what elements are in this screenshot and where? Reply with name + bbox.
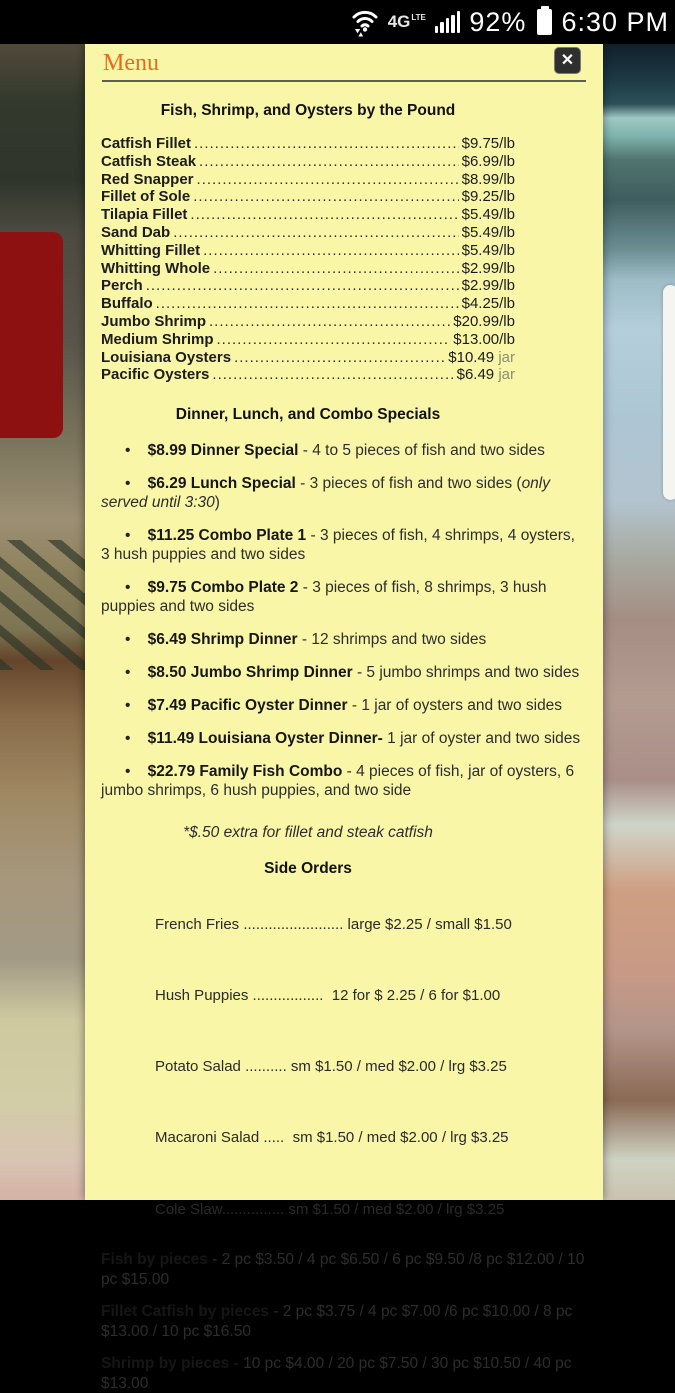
- dot-leader: [190, 206, 458, 224]
- price-row: [101, 260, 515, 278]
- item-name: Red Snapper: [101, 170, 194, 188]
- item-price: $5.49/lb: [461, 223, 515, 241]
- special-price-name: $11.25 Combo Plate 1: [147, 527, 307, 545]
- item-price: $4.25/lb: [461, 295, 515, 313]
- item-name: Pacific Oysters: [101, 366, 210, 384]
- item-price: $9.25/lb: [461, 188, 515, 206]
- clock: 6:30 PM: [561, 7, 669, 37]
- special-price-name: $6.49 Shrimp Dinner: [147, 631, 298, 649]
- menu-content: [85, 102, 603, 1393]
- item-price: $13.00/lb: [453, 330, 515, 348]
- special-list-item: [101, 630, 587, 649]
- special-description: - 1 jar of oysters and two sides: [347, 697, 563, 715]
- price-row: [101, 242, 515, 260]
- item-name: Catfish Fillet: [101, 135, 192, 152]
- pound-price-list: [101, 135, 515, 384]
- special-description: 1 jar of oyster and two sides: [382, 730, 581, 748]
- dot-leader: [193, 188, 458, 206]
- side-orders-list: [155, 880, 587, 1236]
- special-price-name: $9.75 Combo Plate 2: [147, 579, 299, 597]
- special-price-name: $7.49 Pacific Oyster Dinner: [147, 697, 348, 715]
- dot-leader: [194, 135, 459, 153]
- item-price: $8.99/lb: [461, 170, 515, 188]
- price-row: [101, 135, 515, 153]
- item-name: Buffalo: [101, 295, 153, 313]
- item-price: $20.99/lb: [453, 312, 515, 330]
- price-row: [101, 295, 515, 313]
- dot-leader: [173, 224, 458, 242]
- by-pieces-name: Fish by pieces: [101, 1251, 208, 1269]
- by-pieces-list: [101, 1250, 587, 1393]
- by-pieces-item: [101, 1354, 587, 1393]
- special-description: - 3 pieces of fish and two sides (: [295, 475, 522, 493]
- special-description: - 5 jumbo shrimps and two sides: [352, 664, 580, 682]
- section-title-specials: Dinner, Lunch, and Combo Specials: [175, 406, 441, 424]
- by-pieces-name: Shrimp by pieces -: [101, 1355, 239, 1373]
- special-list-item: [101, 526, 587, 564]
- by-pieces-name: Fillet Catfish by pieces: [101, 1303, 269, 1321]
- dot-leader: [213, 260, 458, 278]
- item-price: $5.49/lb: [461, 241, 515, 259]
- special-list-item: [101, 663, 587, 682]
- special-description: - 3 pieces of fish, 4 shrimps, 4 oysters, 3 hush puppies and two sides: [101, 527, 575, 564]
- item-name: Whitting Fillet: [101, 241, 201, 259]
- left-red-banner: [0, 232, 63, 438]
- lte-label: LTE: [411, 13, 426, 23]
- item-name: Tilapia Fillet: [101, 206, 188, 224]
- by-pieces-item: [101, 1250, 587, 1289]
- dot-leader: [197, 171, 459, 189]
- dot-leader: [146, 277, 459, 295]
- item-name: Sand Dab: [101, 223, 171, 241]
- close-button[interactable]: ✕: [554, 47, 581, 74]
- item-price: $2.99/lb: [461, 259, 515, 277]
- special-price-name: $22.79 Family Fish Combo: [147, 763, 343, 781]
- price-row: [101, 331, 515, 349]
- item-price-unit: jar: [494, 348, 515, 366]
- side-order-line: French Fries ........................ large $2.25 / small $1.50: [155, 915, 512, 933]
- by-pieces-prices: - 2 pc $3.75 / 4 pc $7.00 /6 pc $10.00 / 8 pc $13.00 / 10 pc $16.50: [101, 1303, 573, 1340]
- price-row: [101, 153, 515, 171]
- dot-leader: [199, 153, 459, 171]
- side-order-line: Potato Salad .......... sm $1.50 / med $2.00 / lrg $3.25: [155, 1058, 507, 1076]
- catfish-footnote: *$.50 extra for fillet and steak catfish: [183, 824, 433, 842]
- page-scrollbar-thumb[interactable]: [663, 285, 675, 500]
- by-pieces-prices: - 2 pc $3.50 / 4 pc $6.50 / 6 pc $9.50 /8 pc $12.00 / 10 pc $15.00: [101, 1251, 585, 1288]
- dot-leader: [217, 331, 451, 349]
- section-title-by-the-pound: Fish, Shrimp, and Oysters by the Pound: [160, 102, 456, 119]
- item-price: $10.49: [448, 348, 495, 366]
- special-list-item: [101, 729, 587, 748]
- item-price: $6.99/lb: [461, 152, 515, 170]
- special-list-item: [101, 578, 587, 616]
- item-name: Louisiana Oysters: [101, 348, 232, 366]
- price-row: [101, 188, 515, 206]
- specials-list: [101, 441, 587, 800]
- special-description-italic: only served until 3:30: [101, 475, 550, 512]
- modal-title: Menu: [103, 50, 159, 76]
- special-price-name: $11.49 Louisiana Oyster Dinner-: [147, 730, 383, 748]
- dot-leader: [203, 242, 458, 260]
- item-price: $6.49: [456, 366, 495, 384]
- dot-leader: [234, 349, 445, 367]
- modal-header: [85, 44, 603, 80]
- special-list-item: [101, 762, 587, 800]
- header-divider: [102, 80, 586, 82]
- price-row: [101, 206, 515, 224]
- section-title-side-orders: Side Orders: [264, 860, 352, 878]
- item-price: $9.75/lb: [461, 135, 515, 152]
- item-price: $2.99/lb: [461, 277, 515, 295]
- item-name: Whitting Whole: [101, 259, 211, 277]
- special-price-name: $8.50 Jumbo Shrimp Dinner: [147, 664, 353, 682]
- item-name: Jumbo Shrimp: [101, 312, 207, 330]
- battery-icon: [537, 9, 552, 35]
- special-list-item: [101, 696, 587, 715]
- item-name: Fillet of Sole: [101, 188, 191, 206]
- item-name: Perch: [101, 277, 143, 295]
- special-price-name: $6.29 Lunch Special: [147, 475, 296, 493]
- special-description: - 4 pieces of fish, jar of oysters, 6 jumbo shrimps, 6 hush puppies, and two side: [101, 763, 575, 800]
- special-description: - 12 shrimps and two sides: [297, 631, 487, 649]
- price-row: [101, 313, 515, 331]
- menu-modal: [85, 44, 603, 1392]
- item-name: Medium Shrimp: [101, 330, 214, 348]
- network-badge: $4G^{LTE}$: [387, 12, 426, 31]
- dot-leader: [156, 295, 459, 313]
- wifi-icon: [351, 7, 379, 37]
- special-list-item: [101, 441, 587, 460]
- special-description: - 4 to 5 pieces of fish and two sides: [298, 442, 545, 460]
- special-price-name: $8.99 Dinner Special: [147, 442, 299, 460]
- side-order-line: Hush Puppies ................. 12 for $ 2.25 / 6 for $1.00: [155, 986, 501, 1004]
- dot-leader: [212, 366, 453, 384]
- special-list-item: [101, 474, 587, 512]
- price-row: [101, 171, 515, 189]
- price-row: [101, 349, 515, 367]
- price-row: [101, 366, 515, 384]
- signal-strength-icon: [435, 11, 461, 33]
- special-description: - 3 pieces of fish, 8 shrimps, 3 hush puppies and two sides: [101, 579, 547, 616]
- status-bar: [0, 0, 675, 44]
- side-order-line: Macaroni Salad ..... sm $1.50 / med $2.00 / lrg $3.25: [155, 1129, 509, 1147]
- dot-leader: [209, 313, 450, 331]
- price-row: [101, 224, 515, 242]
- price-row: [101, 277, 515, 295]
- item-name: Catfish Steak: [101, 152, 197, 170]
- background-photo-texture: [0, 540, 85, 670]
- side-order-line: Cole Slaw............... sm $1.50 / med $2.00 / lrg $3.25: [155, 1200, 505, 1218]
- item-price: $5.49/lb: [461, 206, 515, 224]
- by-pieces-item: [101, 1302, 587, 1341]
- battery-percent: 92%: [469, 7, 527, 37]
- special-description-end: ): [214, 494, 220, 512]
- by-pieces-prices: 10 pc $4.00 / 20 pc $7.50 / 30 pc $10.50 / 40 pc $13.00: [101, 1355, 572, 1392]
- item-price-unit: jar: [494, 366, 515, 384]
